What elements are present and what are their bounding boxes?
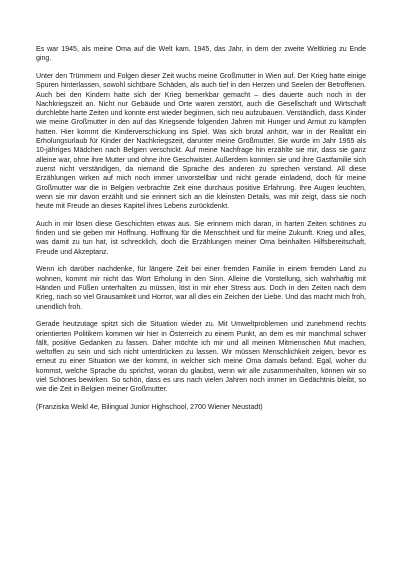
paragraph-reflection: Wenn ich darüber nachdenke, für längere Zeit bei einer fremden Familie in einem fremden Land zu wohnen, kommt mir nicht das Wort Erholung in den Sinn. Alleine die Vorstellung, sich wahrhaftig mit Händen und Füßen unterhalten zu müssen, löst in mir eher Stress aus. Doch in den Zeiten nach dem Krieg, nach so viel Grausamkeit und Horror, war all dies ein Zeichen der Liebe. Und das macht mich froh, unendlich froh. (36, 266, 366, 311)
document-page (36, 45, 366, 421)
paragraph-childhood: Unter den Trümmern und Folgen dieser Zeit wuchs meine Großmutter in Wien auf. Der Krieg hatte einige Spuren hinterlassen, sowohl sichtbare Schäden, als auch tief in den Herzen und Seelen der Betroffenen. Auch bei den Kindern hatte sich der Krieg bemerkbar gemacht – dies dauerte auch noch in der Nachkriegszeit an. Nicht nur Gebäude und Orte waren zerstört, auch die Gesellschaft und Wirtschaft durchlebte harte Zeiten und konnte erst wieder beginnen, sich neu aufzubauen. Verständlich, dass Kinder wie meine Großmutter in den auf das Kriegsende folgenden Jahren mit Hunger und Armut zu kämpfen hatten. Hier kommt die Kinderverschickung ins Spiel. Was sich brutal anhört, war in der Realität ein Erholungsurlaub für Kinder der Nachkriegszeit, darunter meine Großmutter. Sie wurde im Jahr 1955 als 10-jähriges Mädchen nach Belgien verschickt. Auf meine Nachfrage hin erzählte sie mir, dass sie ganz alleine war, ohne ihre Mutter und ohne ihre Geschwister. Außerdem konnten sie und ihre Gastfamilie sich zuerst nicht verständigen, da niemand die Sprache des anderen zu sprechen verstand. All diese Erzählungen wirken auf mich noch immer unvorstellbar und nicht gerade einladend, doch für meine Großmutter war die in Belgien verbrachte Zeit eine durchaus positive Erfahrung. Ihre Augen leuchten, wenn sie mir davon erzählt und sie erinnert sich an die kleinsten Details, was mir zeigt, dass sie noch heute mit Freude an dieses Kapitel ihres Lebens zurückdenkt. (36, 72, 366, 211)
author-byline: (Franziska Weikl 4e, Bilingual Junior Highschool, 2700 Wiener Neustadt) (36, 404, 263, 412)
paragraph-today: Gerade heutzutage spitzt sich die Situation wieder zu. Mit Umweltproblemen und zunehmend rechts orientierten Politikern kommen wir hier in Österreich zu einem Punkt, an dem es mir manchmal schwer fällt, positive Gedanken zu fassen. Daher möchte ich mir und all meinen Mitmenschen Mut machen, weltoffen zu sein und sich nicht unterdrücken zu lassen. Wir müssen Menschlichkeit zeigen, bevor es erneut zu einer Situation wie der kommt, in welcher sich meine Oma damals befand. Egal, woher du kommst, welche Sprache du sprichst, woran du glaubst, wenn wir alle zusammenhalten, können wir so viel Schönes bewirken. So schön, dass es uns nach vielen Jahren noch immer im Gedächtnis bleibt, so wie die Zeit in Belgien meiner Großmutter. (36, 321, 366, 394)
paragraph-hope: Auch in mir lösen diese Geschichten etwas aus. Sie erinnern mich daran, in harten Zeiten schönes zu finden und sie geben mir Hoffnung. Hoffnung für die Menschheit und für meine Zukunft. Krieg und alles, was damit zu tun hat, ist schrecklich, doch die Erzählungen meiner Oma beinhalten Hilfsbereitschaft, Freude und Akzeptanz. (36, 220, 366, 256)
paragraph-intro: Es war 1945, als meine Oma auf die Welt kam. 1945, das Jahr, in dem der zweite Weltkrieg zu Ende ging. (36, 46, 366, 63)
